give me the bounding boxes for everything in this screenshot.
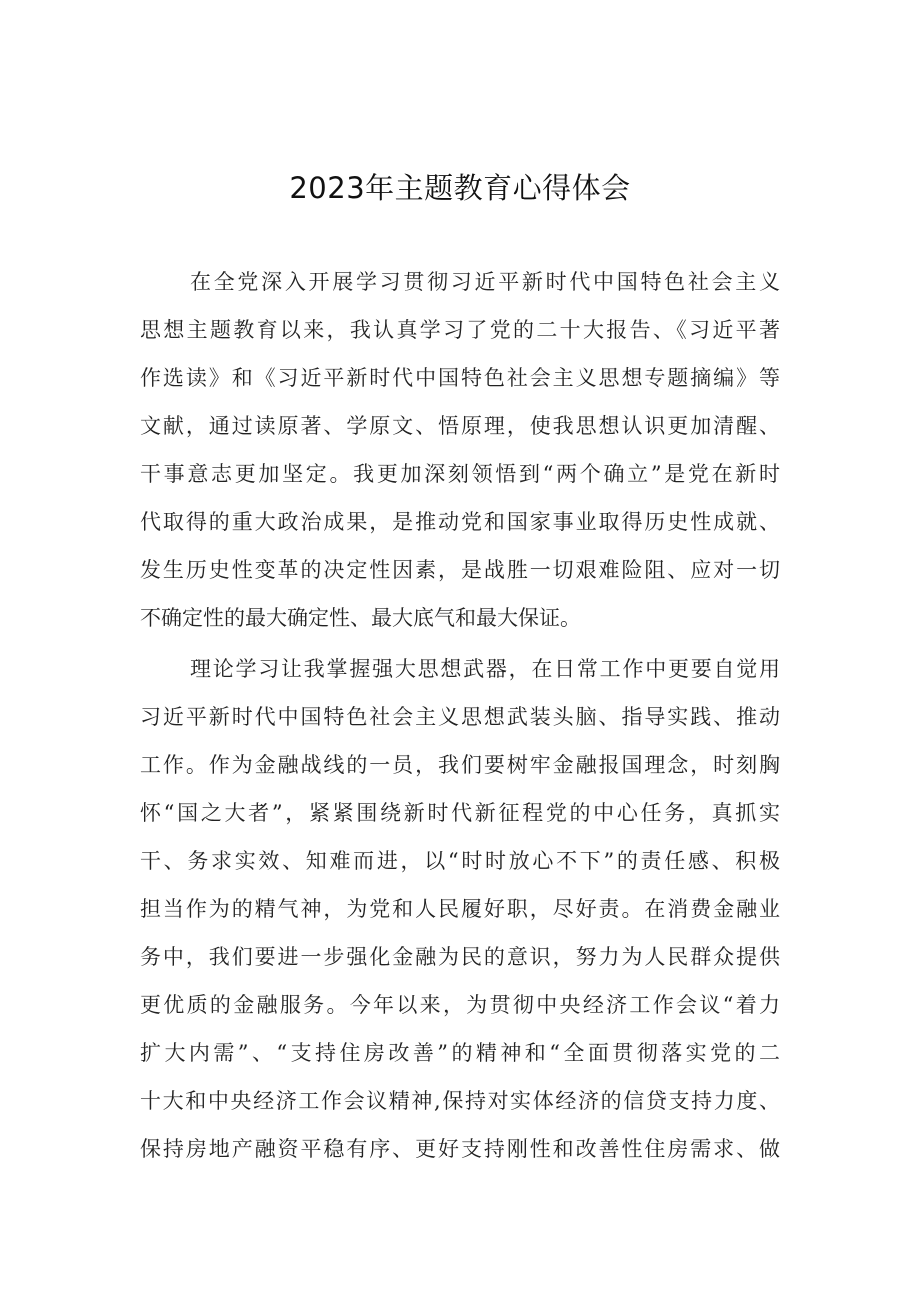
- paragraph-line: 干事意志更加坚定。我更加深刻领悟到“两个确立”是党在新时: [140, 462, 780, 486]
- paragraph-line: 保持房地产融资平稳有序、更好支持刚性和改善性住房需求、做: [140, 1137, 780, 1161]
- paragraph-line: 务中，我们要进一步强化金融为民的意识，努力为人民群众提供: [140, 945, 780, 969]
- paragraph-line: 代取得的重大政治成果，是推动党和国家事业取得历史性成就、: [140, 510, 780, 534]
- paragraph-line: 理论学习让我掌握强大思想武器，在日常工作中更要自觉用: [190, 657, 780, 681]
- paragraph-line: 习近平新时代中国特色社会主义思想武装头脑、指导实践、推动: [140, 705, 780, 729]
- paragraph-line: 思想主题教育以来，我认真学习了党的二十大报告、《习近平著: [140, 318, 780, 342]
- paragraph-line: 十大和中央经济工作会议精神,保持对实体经济的信贷支持力度、: [140, 1089, 780, 1113]
- paragraph-line: 工作。作为金融战线的一员，我们要树牢金融报国理念，时刻胸: [140, 753, 780, 777]
- paragraph-line: 不确定性的最大确定性、最大底气和最大保证。: [140, 606, 581, 630]
- paragraph-line: 怀“国之大者”，紧紧围绕新时代新征程党的中心任务，真抓实: [140, 801, 780, 825]
- paragraph-line: 发生历史性变革的决定性因素，是战胜一切艰难险阻、应对一切: [140, 558, 780, 582]
- paragraph-line: 干、务求实效、知难而进，以“时时放心不下”的责任感、积极: [140, 849, 780, 873]
- paragraph-line: 文献，通过读原著、学原文、悟原理，使我思想认识更加清醒、: [140, 414, 780, 438]
- paragraph-line: 更优质的金融服务。今年以来，为贯彻中央经济工作会议“着力: [140, 993, 780, 1017]
- paragraph-line: 在全党深入开展学习贯彻习近平新时代中国特色社会主义: [190, 270, 780, 294]
- paragraph-line: 扩大内需”、“支持住房改善”的精神和“全面贯彻落实党的二: [140, 1041, 780, 1065]
- paragraph-line: 担当作为的精气神，为党和人民履好职，尽好责。在消费金融业: [140, 897, 780, 921]
- document-title: 2023年主题教育心得体会: [289, 171, 631, 205]
- paragraph-line: 作选读》和《习近平新时代中国特色社会主义思想专题摘编》等: [140, 366, 780, 390]
